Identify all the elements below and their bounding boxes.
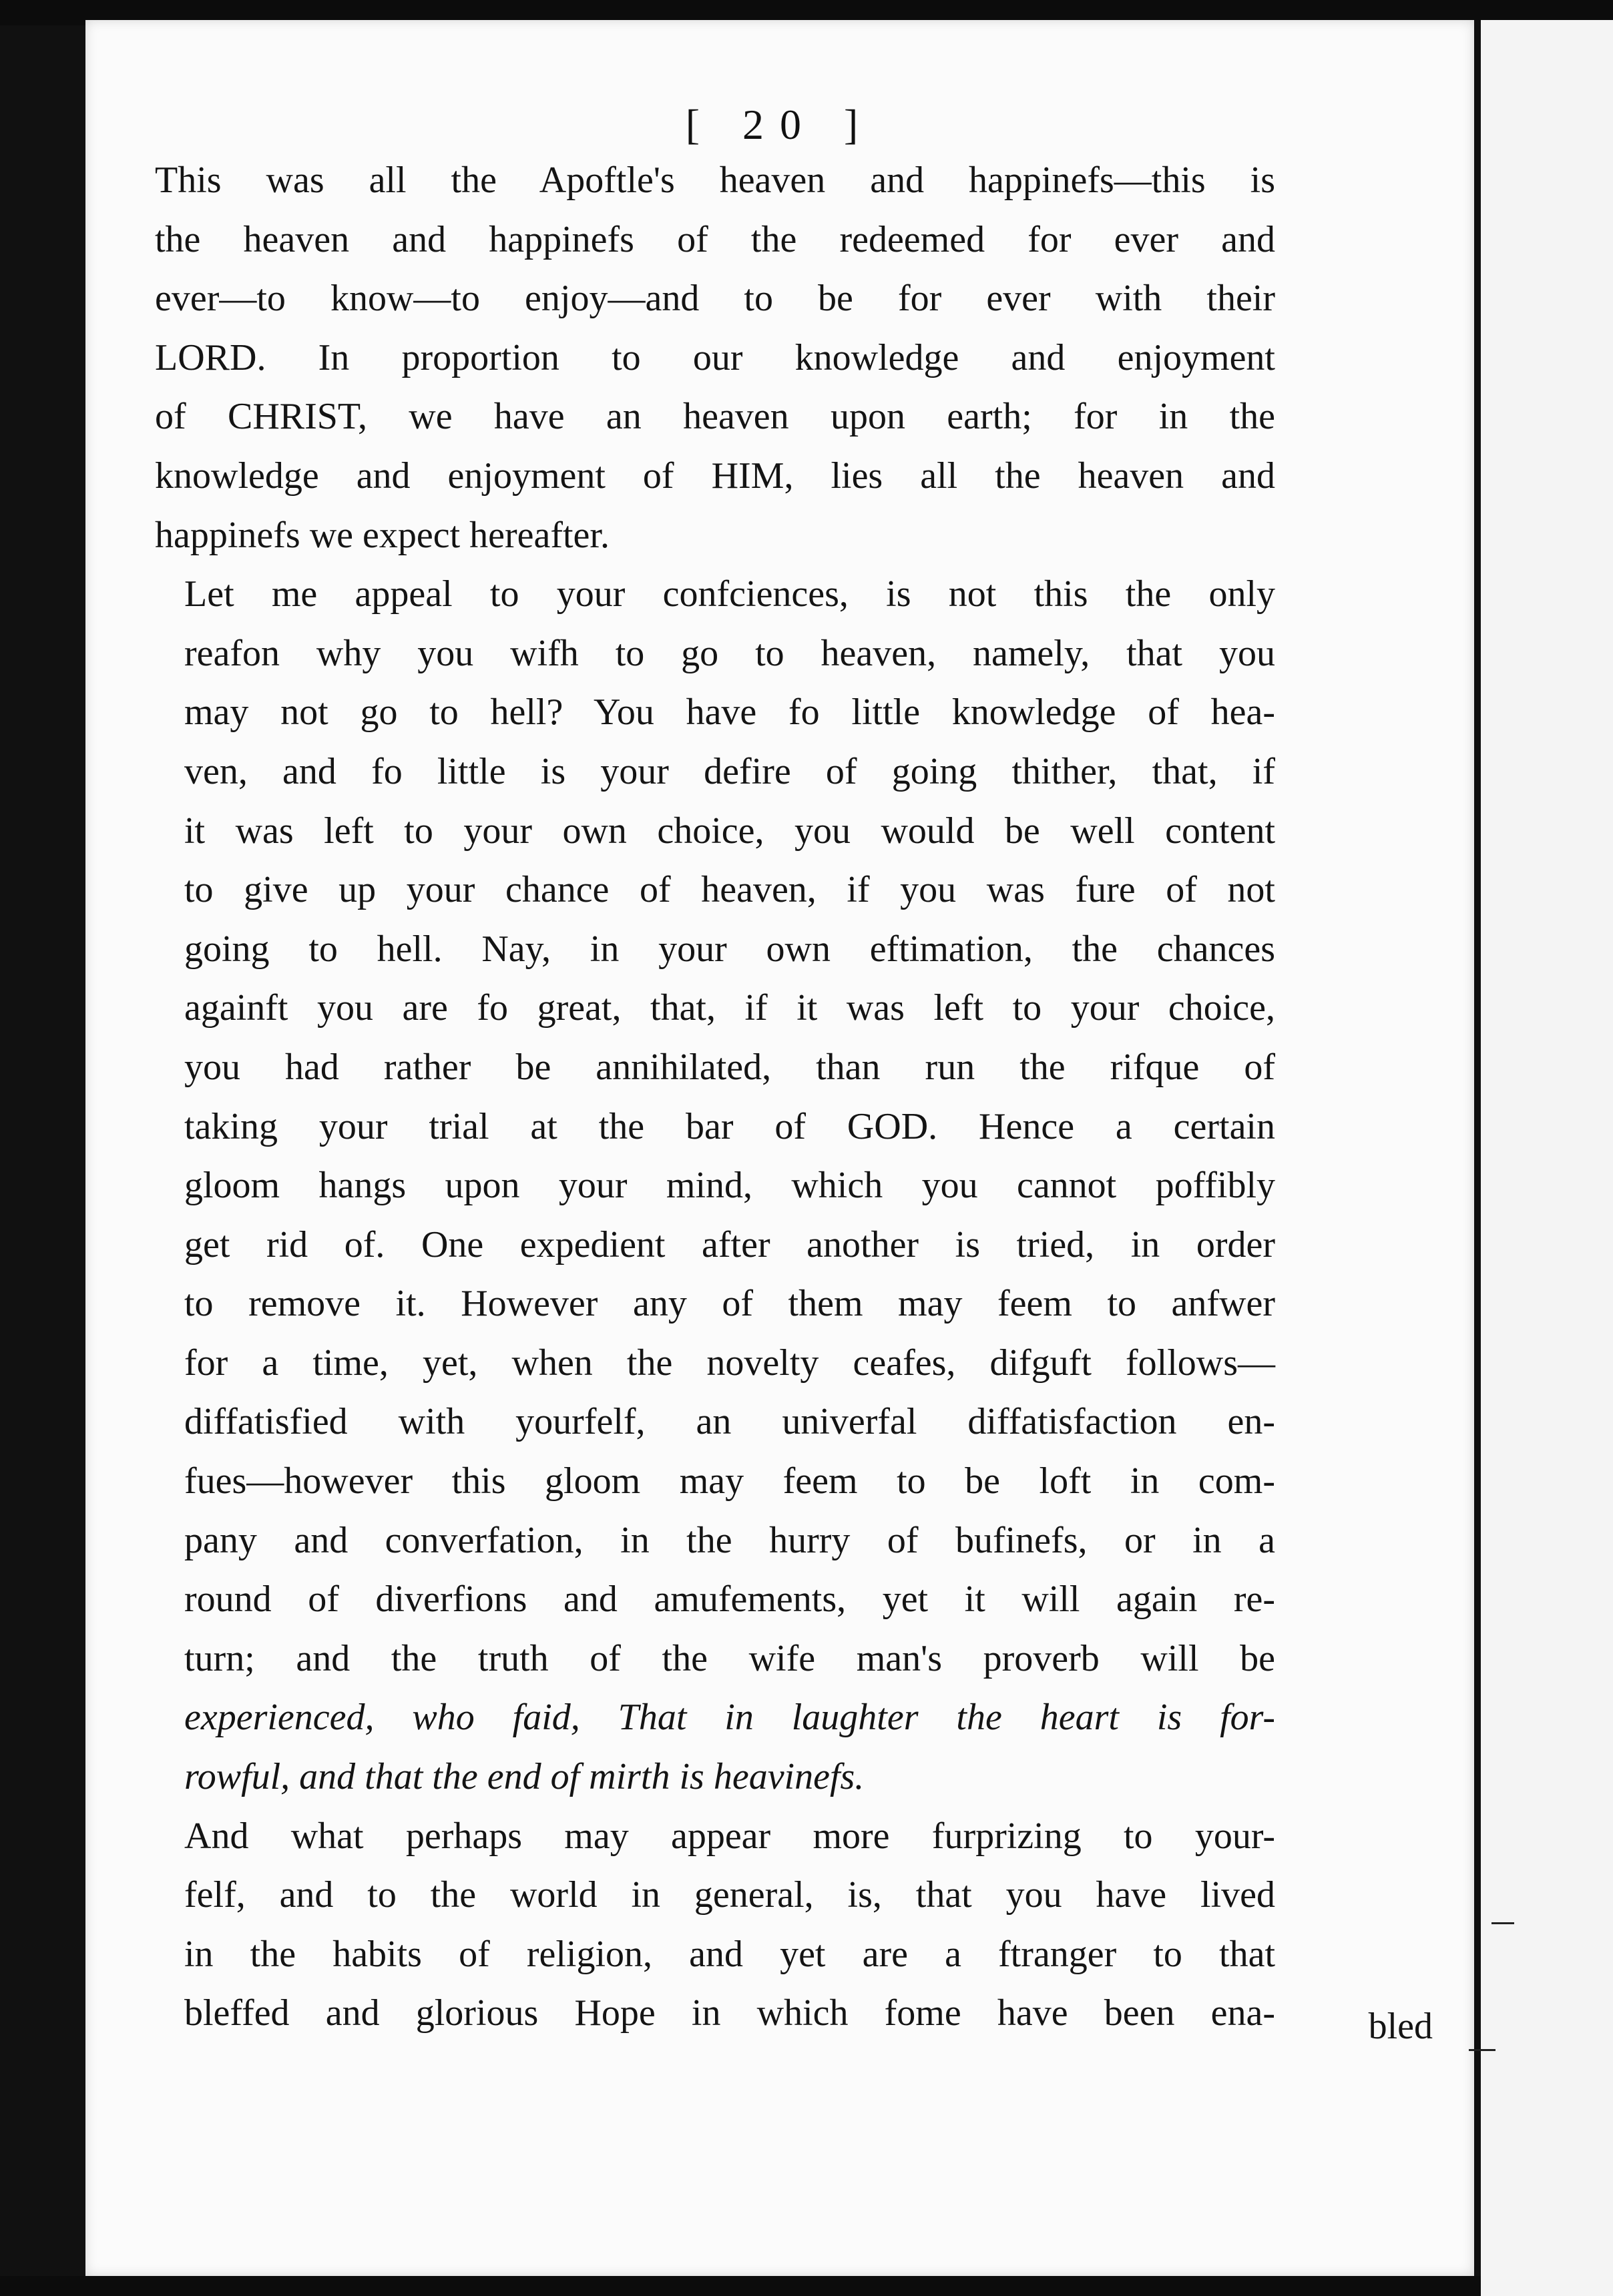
- text-line: happinefs we expect hereafter.: [155, 514, 610, 556]
- text-line: for a time, yet, when the novelty ceafes, difguft follows—: [184, 1342, 1275, 1384]
- text-line: get rid of. One expedient after another is tried, in order: [184, 1223, 1275, 1265]
- text-line: gloom hangs upon your mind, which you cannot poffibly: [184, 1165, 1275, 1207]
- text-line: felf, and to the world in general, is, that you have lived: [184, 1874, 1275, 1916]
- text-line: reafon why you wifh to go to heaven, namely, that you: [184, 632, 1275, 674]
- text-line: it was left to your own choice, you would be well content: [184, 810, 1275, 852]
- paragraph-2: [155, 565, 1275, 1806]
- text-line: to give up your chance of heaven, if you was fure of not: [184, 869, 1275, 911]
- text-line: knowledge and enjoyment of HIM, lies all the heaven and: [155, 455, 1275, 497]
- text-line: you had rather be annihilated, than run the rifque of: [184, 1046, 1275, 1088]
- text-line: taking your trial at the bar of GOD. Hence a certain: [184, 1105, 1275, 1147]
- margin-mark: [1469, 2049, 1495, 2051]
- body-text: [155, 151, 1275, 2043]
- text-line: the heaven and happinefs of the redeemed for ever and: [155, 218, 1275, 260]
- paragraph-3: [155, 1807, 1275, 2043]
- text-line: fues—however this gloom may feem to be loft in com-: [184, 1460, 1275, 1502]
- paragraph-1: [155, 151, 1275, 565]
- scan-border-left: [0, 0, 85, 2296]
- text-line: And what perhaps may appear more furprizing to your-: [184, 1815, 1275, 1857]
- text-line: experienced, who faid, That in laughter the heart is for-: [184, 1697, 1275, 1739]
- text-line: rowful, and that the end of mirth is heavinefs.: [184, 1756, 865, 1798]
- text-line: pany and converfation, in the hurry of bufinefs, or in a: [184, 1519, 1275, 1561]
- text-line: in the habits of religion, and yet are a ftranger to that: [184, 1933, 1275, 1975]
- page-number-header: [ 20 ]: [685, 101, 875, 148]
- text-line: round of diverfions and amufements, yet it will again re-: [184, 1579, 1275, 1621]
- text-line: bleffed and glorious Hope in which fome have been ena-: [184, 1992, 1275, 2034]
- text-line: may not go to hell? You have fo little knowledge of hea-: [184, 691, 1275, 734]
- text-line: to remove it. However any of them may feem to anfwer: [184, 1283, 1275, 1325]
- text-line: of CHRIST, we have an heaven upon earth; for in the: [155, 396, 1275, 438]
- facing-page-edge: [1481, 20, 1613, 2296]
- text-line: diffatisfied with yourfelf, an univerfal diffatisfaction en-: [184, 1401, 1275, 1443]
- scan-border-bottom: [0, 2276, 1481, 2296]
- text-line: ven, and fo little is your defire of going thither, that, if: [184, 750, 1275, 792]
- catchword: bled: [1368, 2006, 1433, 2047]
- text-line: ever—to know—to enjoy—and to be for ever with their: [155, 278, 1275, 320]
- text-line: turn; and the truth of the wife man's proverb will be: [184, 1637, 1275, 1679]
- text-line: This was all the Apoftle's heaven and happinefs—this is: [155, 160, 1275, 201]
- text-line: LORD. In proportion to our knowledge and enjoyment: [155, 336, 1275, 378]
- text-line: Let me appeal to your confciences, is not this the only: [184, 573, 1275, 615]
- text-line: going to hell. Nay, in your own eftimation, the chances: [184, 928, 1275, 970]
- margin-mark: [1491, 1922, 1514, 1924]
- text-line: againft you are fo great, that, if it was left to your choice,: [184, 987, 1275, 1029]
